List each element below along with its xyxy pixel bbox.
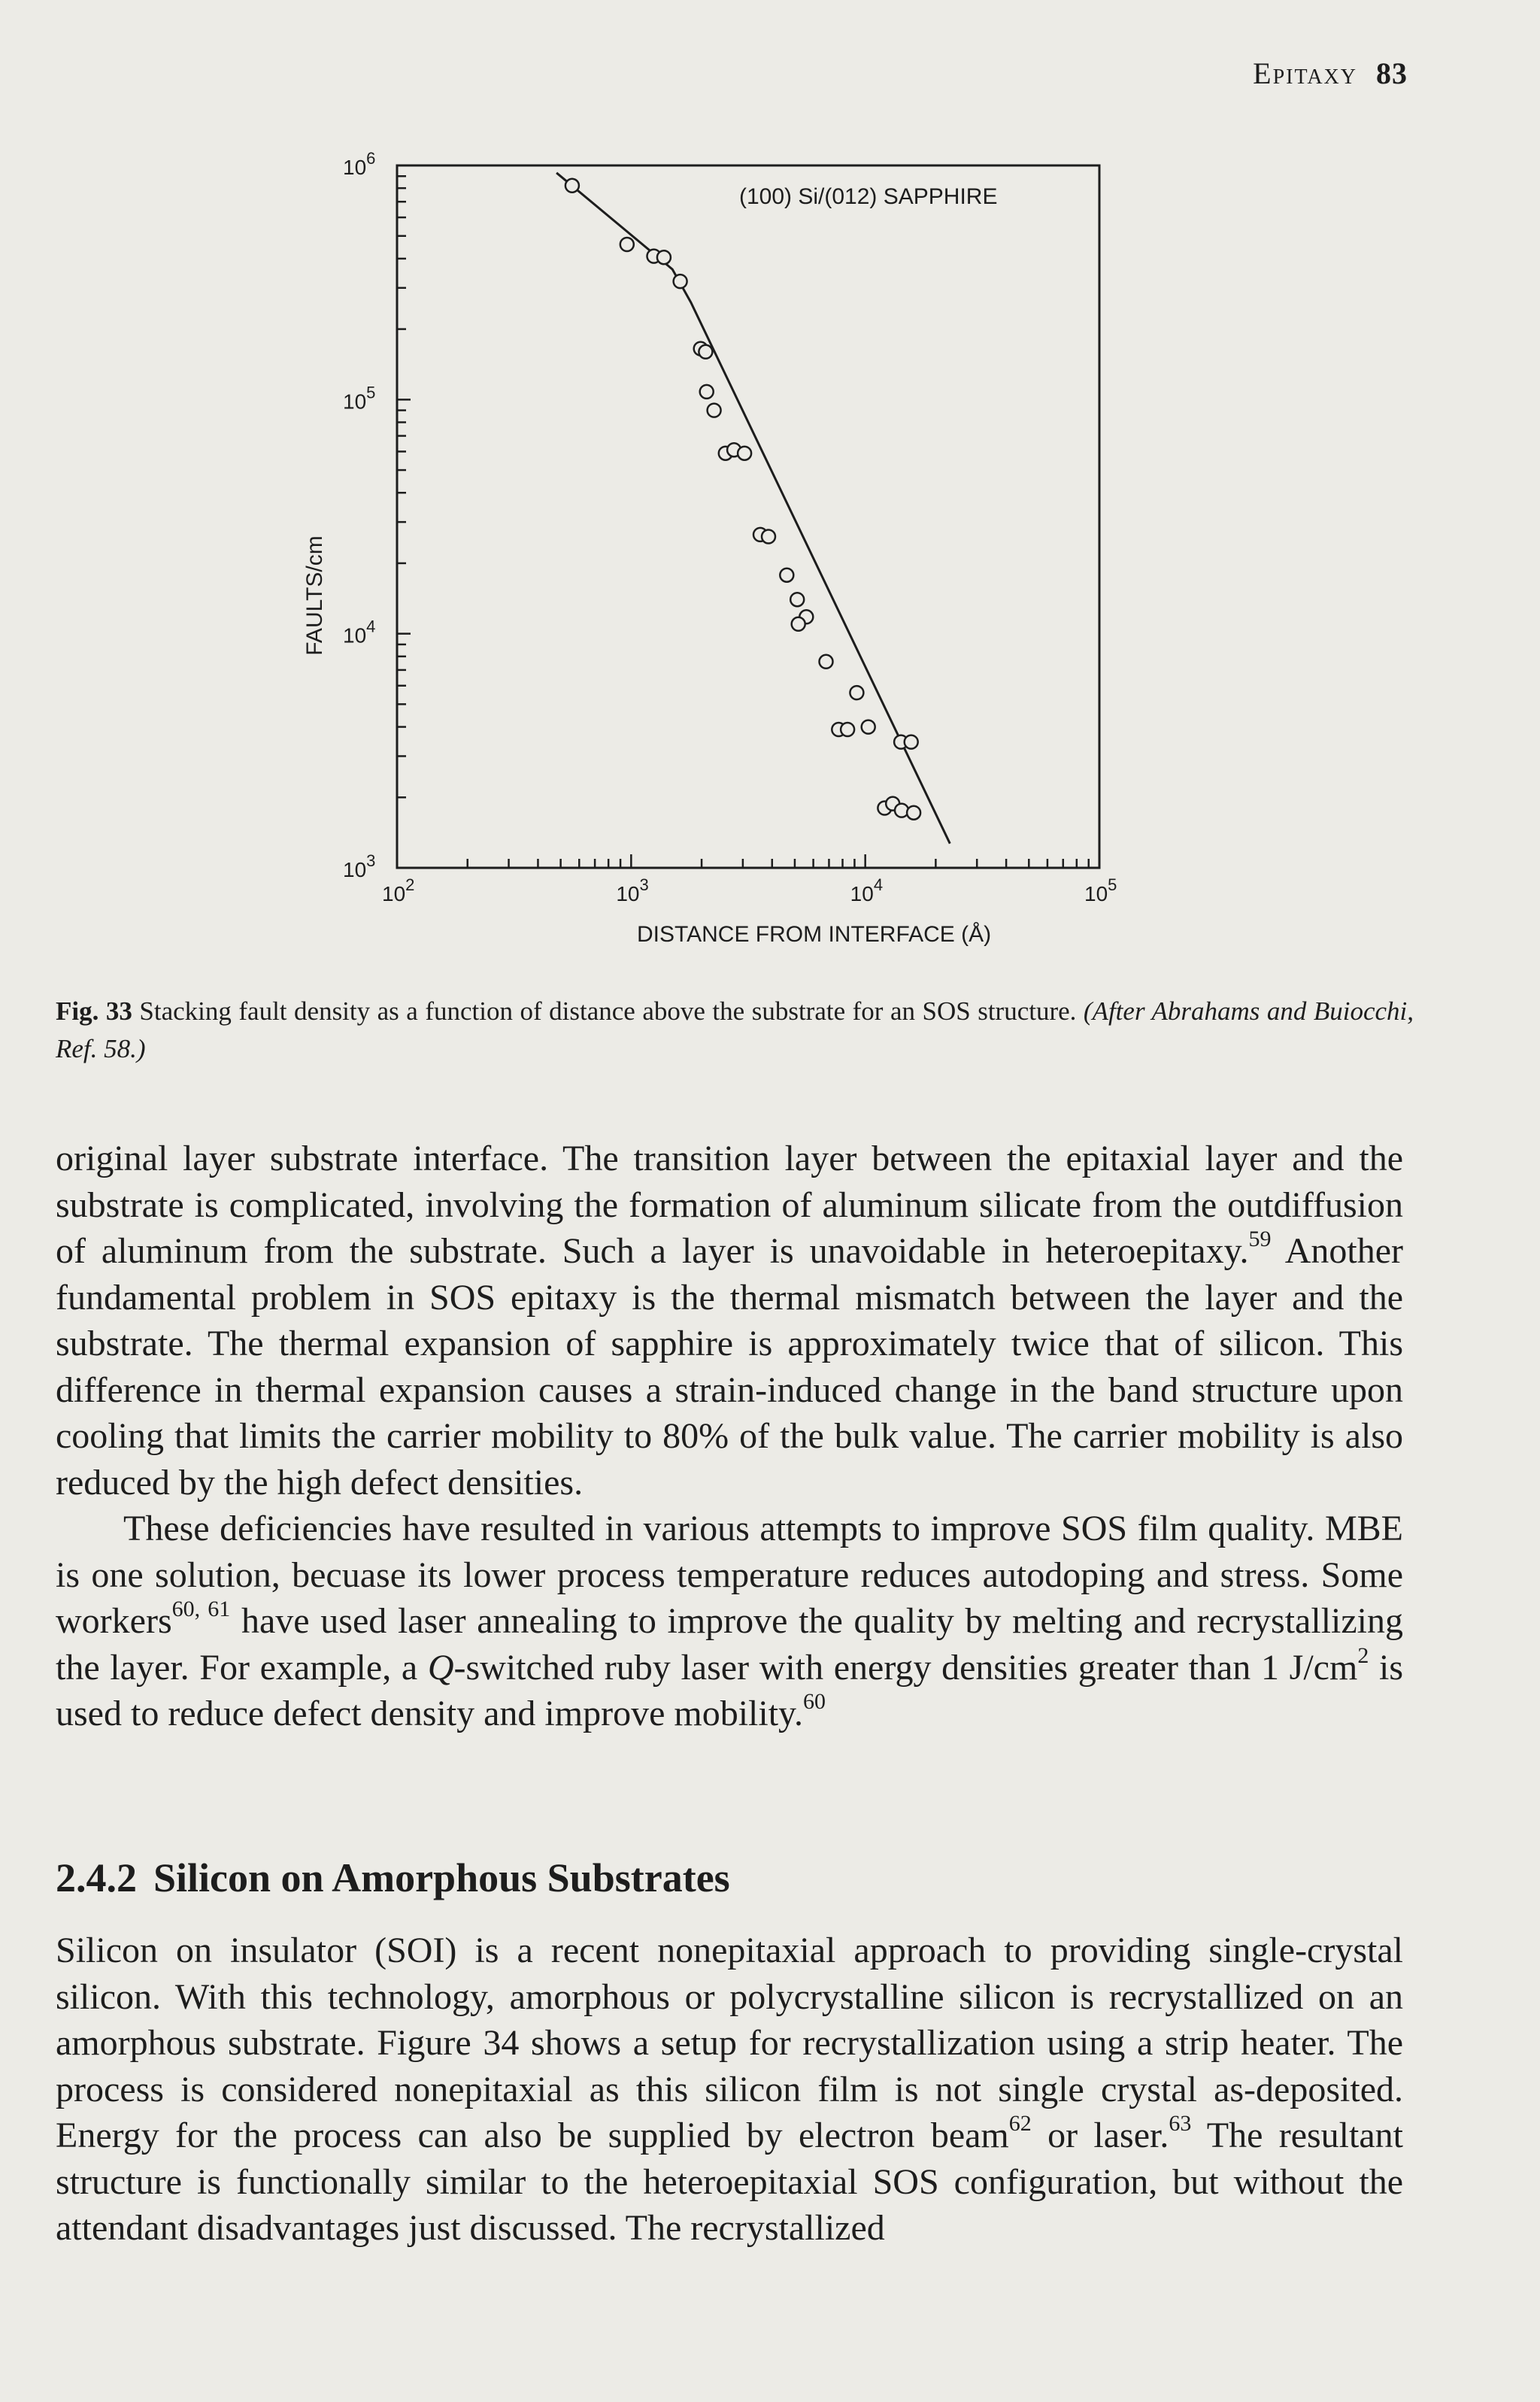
x-tick-base: 10 (1084, 882, 1108, 905)
caption-text: Stacking fault density as a function of distance above the substrate for an SOS structure. (139, 996, 1077, 1026)
data-point (905, 735, 918, 749)
text-run: -switched ruby laser with energy densities greater than 1 J/cm (453, 1647, 1358, 1688)
data-point (792, 617, 805, 631)
text-run: original layer substrate interface. The transition layer between the epitaxial layer and the substrate is complicated, involving the formation of aluminum silicate from the outdiffusion of aluminum from the substrate. Such a layer is unavoidable in heteroepitaxy. (56, 1139, 1403, 1271)
x-tick-base: 10 (382, 882, 406, 905)
x-tick-exponent: 3 (639, 875, 649, 894)
text-run: have used laser annealing to improve the quality by melting and recrystallizing the layer. For example, a (56, 1601, 1404, 1688)
paragraph (56, 1136, 1403, 1506)
x-tick-label (850, 875, 883, 905)
y-tick-exponent: 3 (366, 851, 376, 870)
body-text-upper (56, 1136, 1403, 1737)
y-tick-label (343, 617, 375, 648)
data-point (565, 179, 579, 193)
y-axis-label: FAULTS/cm (302, 535, 327, 656)
running-header-section: Epitaxy (1253, 56, 1357, 90)
text-run: These deficiencies have resulted in various attempts to improve SOS film quality. MBE is one solution, becuase its lower process temperature reduces autodoping and stress. Some workers (56, 1509, 1403, 1641)
paragraph (56, 1927, 1403, 2252)
data-point (790, 593, 804, 606)
reference-60-61: 60, 61 (171, 1597, 231, 1621)
text-run: is used to reduce defect density and improve mobility. (56, 1647, 1403, 1733)
data-point (620, 238, 634, 251)
x-tick-exponent: 5 (1108, 875, 1117, 894)
y-tick-label (343, 383, 375, 413)
data-point (674, 274, 687, 288)
data-point (862, 720, 875, 734)
reference-63: 63 (1169, 2111, 1192, 2136)
q-symbol: Q (427, 1647, 454, 1688)
text-run: The resultant structure is functionally similar to the heteroepitaxial SOS configuration, but without the attendant disadvantages just discussed. The recrystallized (56, 2115, 1403, 2248)
section-title: Silicon on Amorphous Substrates (153, 1855, 730, 1900)
y-tick-label (343, 851, 375, 881)
data-point (841, 723, 854, 736)
data-point (738, 447, 751, 460)
data-point (700, 385, 714, 399)
y-tick-exponent: 4 (366, 617, 376, 636)
data-point (780, 569, 793, 582)
y-tick-exponent: 5 (366, 383, 376, 402)
data-point (895, 804, 908, 817)
reference-62: 62 (1008, 2111, 1032, 2136)
data-point (762, 530, 775, 544)
plot-annotation: (100) Si/(012) SAPPHIRE (739, 184, 998, 209)
fit-line (556, 173, 950, 844)
section-number: 2.4.2 (56, 1855, 137, 1900)
x-tick-base: 10 (850, 882, 874, 905)
running-header (1253, 56, 1408, 91)
data-points (565, 179, 920, 820)
x-tick-label (616, 875, 648, 905)
data-point (699, 345, 712, 359)
section-heading (56, 1855, 730, 1901)
plot-frame (397, 165, 1099, 868)
x-tick-label (1084, 875, 1117, 905)
reference-59: 59 (1248, 1227, 1272, 1251)
body-text-lower (56, 1927, 1403, 2252)
data-point (850, 686, 863, 699)
x-axis-label: DISTANCE FROM INTERFACE (Å) (637, 922, 992, 947)
page-number: 83 (1376, 56, 1408, 90)
y-tick-base: 10 (343, 623, 367, 648)
y-tick-base: 10 (343, 156, 367, 179)
x-tick-exponent: 2 (405, 875, 415, 894)
text-run: Silicon on insulator (SOI) is a recent nonepitaxial approach to providing single-crystal silicon. With this technology, amorphous or polycrystalline silicon is recrystallized on an amorphous substrate. Figure 34 shows a setup for recrystallization using a strip heater. The process is considered nonepitaxial as this silicon film is not single crystal as-deposited. Energy for the process can also be supplied by electron beam (56, 1930, 1403, 2155)
unit-exponent: 2 (1357, 1642, 1369, 1668)
x-tick-exponent: 4 (873, 875, 884, 894)
data-point (820, 655, 833, 669)
figure-caption (56, 993, 1414, 1068)
paragraph (56, 1506, 1403, 1737)
stacking-fault-chart (286, 135, 1158, 993)
y-tick-exponent: 6 (366, 149, 376, 168)
reference-60: 60 (802, 1689, 826, 1714)
y-axis-tick-labels (343, 149, 375, 881)
y-axis-ticks (397, 176, 411, 868)
data-point (907, 806, 920, 820)
caption-attribution: (After Abrahams and Buiocchi, Ref. 58.) (56, 996, 1414, 1063)
x-axis-ticks (397, 854, 1089, 868)
text-run: or laser. (1031, 2115, 1169, 2155)
data-point (657, 250, 671, 264)
y-tick-base: 10 (343, 858, 367, 881)
x-axis-tick-labels (382, 875, 1117, 905)
data-point (708, 404, 721, 417)
y-tick-label (343, 149, 375, 179)
y-tick-base: 10 (343, 390, 367, 414)
figure-label: Fig. 33 (56, 996, 132, 1026)
x-tick-label (382, 875, 414, 905)
text-run: Another fundamental problem in SOS epitaxy is the thermal mismatch between the layer and the substrate. The thermal expansion of sapphire is approximately twice that of silicon. This difference in thermal expansion causes a strain-induced change in the band structure upon cooling that limits the carrier mobility to 80% of the bulk value. The carrier mobility is also reduced by the high defect densities. (56, 1231, 1404, 1503)
x-tick-base: 10 (616, 882, 640, 905)
